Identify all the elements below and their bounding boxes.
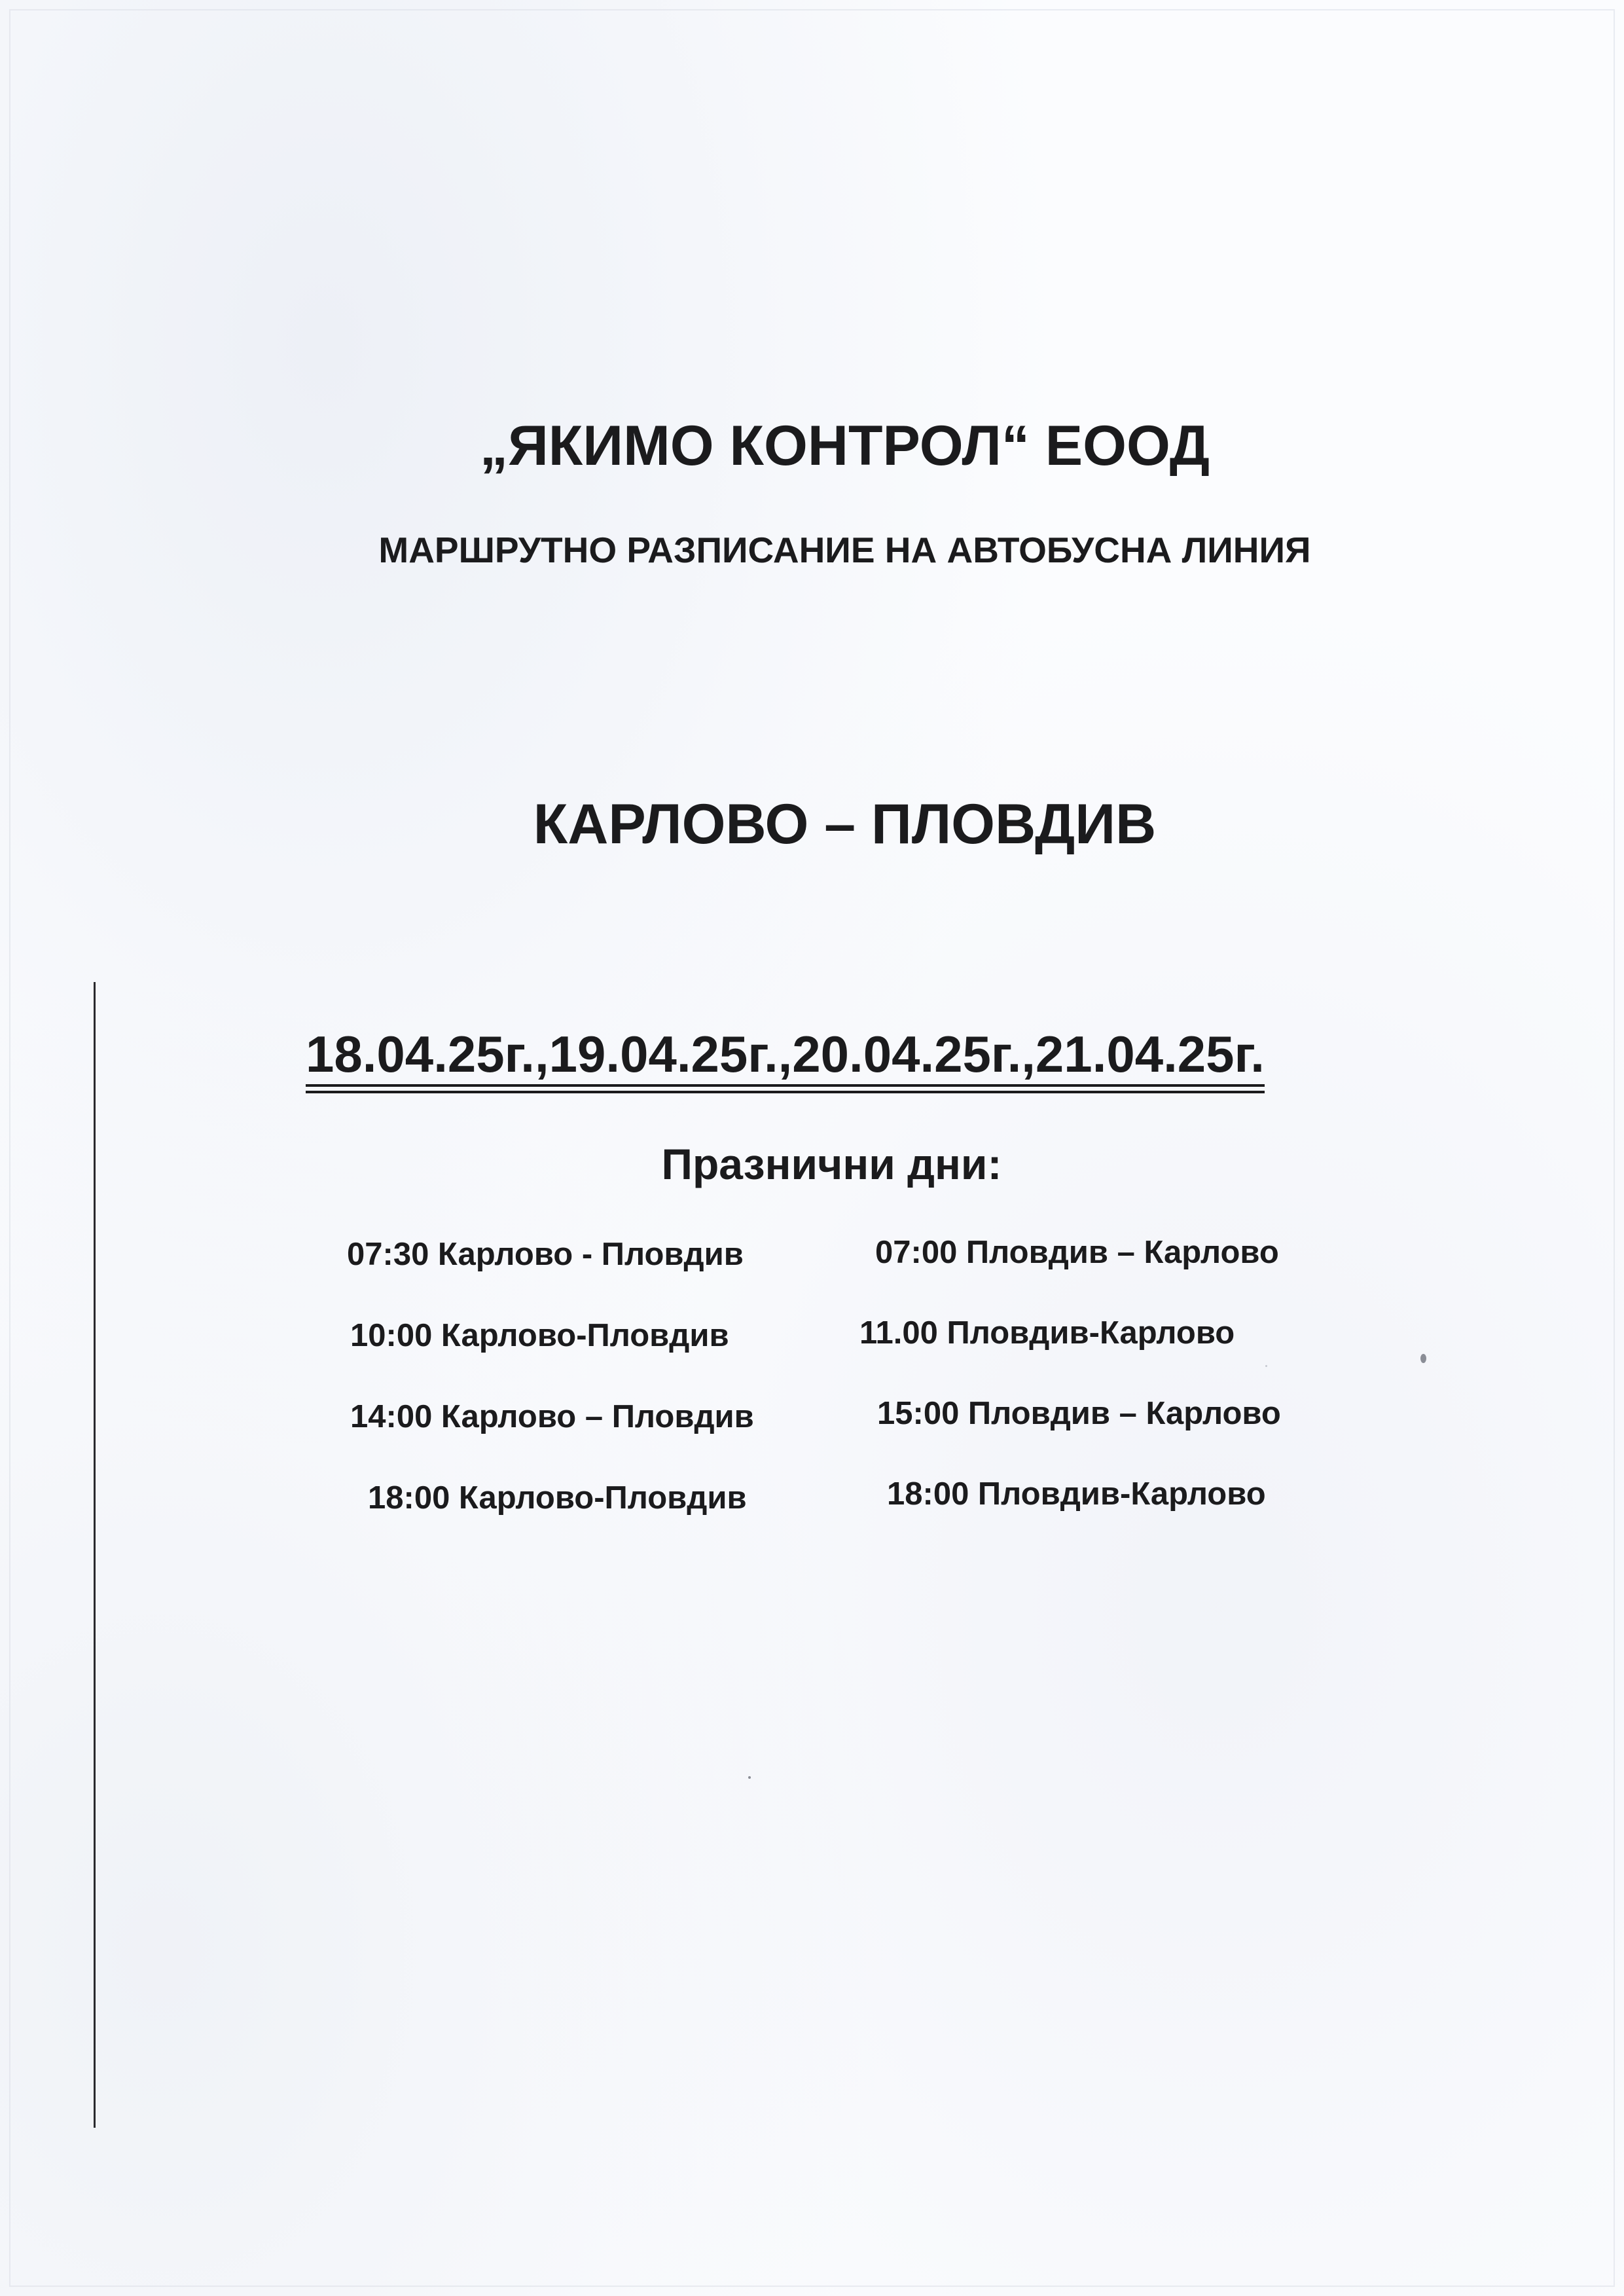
dates-line [306, 1027, 1265, 1083]
company-name: „ЯКИМО КОНТРОЛ“ ЕООД [479, 414, 1210, 477]
outbound-trip: 10:00 Карлово-Пловдив [350, 1318, 729, 1353]
dates-underline-top [306, 1084, 1265, 1087]
outbound-trip: 07:30 Карлово - Пловдив [347, 1237, 744, 1272]
dates-underline-bottom [306, 1091, 1265, 1093]
route-title: КАРЛОВО – ПЛОВДИВ [533, 793, 1157, 856]
return-trip: 07:00 Пловдив – Карлово [875, 1235, 1279, 1270]
holidays-heading: Празнични дни: [661, 1140, 1002, 1188]
dates-text: 18.04.25г.,19.04.25г.,20.04.25г.,21.04.25г. [306, 1025, 1265, 1083]
scan-speck [748, 1776, 751, 1779]
schedule-subtitle: МАРШРУТНО РАЗПИСАНИЕ НА АВТОБУСНА ЛИНИЯ [378, 530, 1311, 570]
return-trip: 15:00 Пловдив – Карлово [877, 1396, 1281, 1431]
return-trip: 11.00 Пловдив-Карлово [859, 1315, 1235, 1351]
return-trip: 18:00 Пловдив-Карлово [887, 1476, 1266, 1512]
outbound-trip: 14:00 Карлово – Пловдив [350, 1399, 754, 1434]
scan-speck [1420, 1354, 1426, 1363]
scan-speck [1265, 1365, 1267, 1367]
outbound-trip: 18:00 Карлово-Пловдив [368, 1480, 747, 1516]
